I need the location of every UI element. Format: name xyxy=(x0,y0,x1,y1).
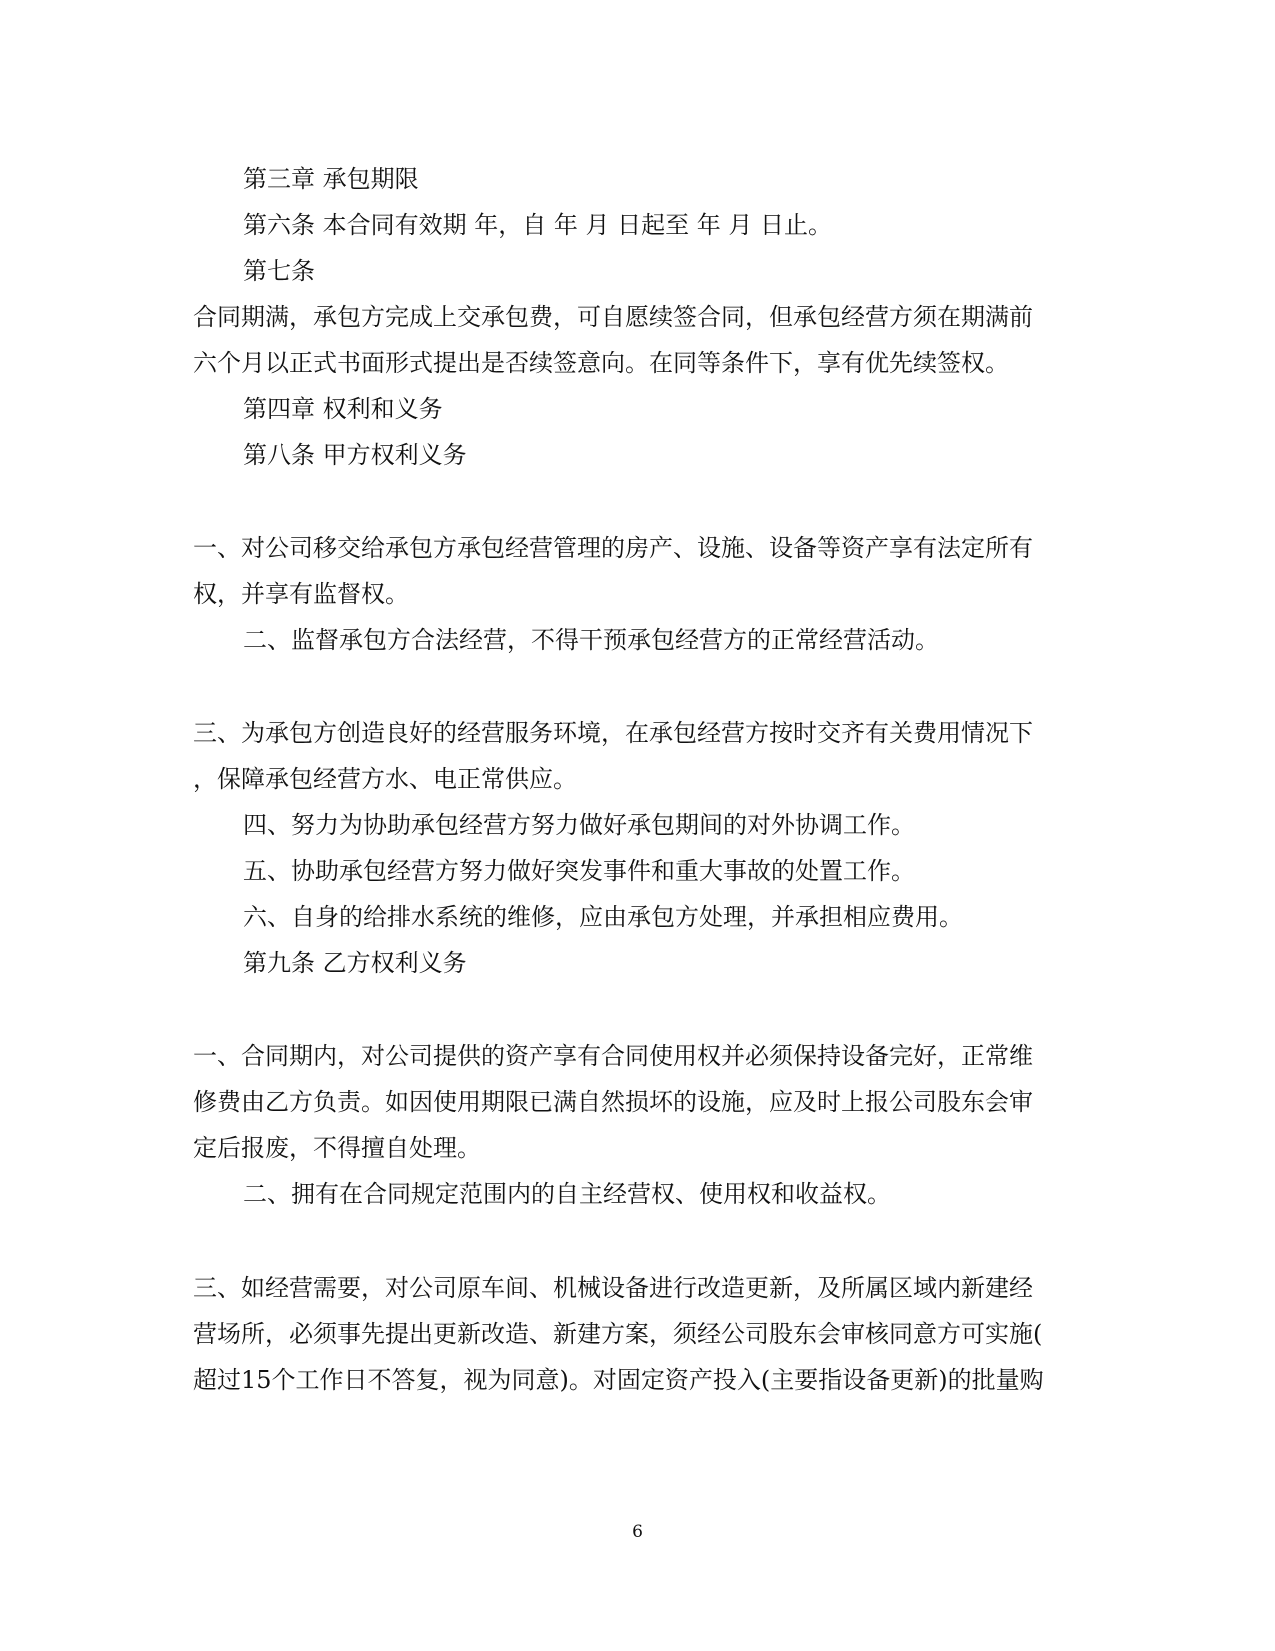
article-heading: 第八条 甲方权利义务 xyxy=(243,441,467,469)
paragraph-line: 合同期满，承包方完成上交承包费，可自愿续签合同，但承包经营方须在期满前 xyxy=(193,303,1033,331)
page-number: 6 xyxy=(632,1522,643,1542)
paragraph-line: 二、拥有在合同规定范围内的自主经营权、使用权和收益权。 xyxy=(243,1180,891,1208)
paragraph-line: 四、努力为协助承包经营方努力做好承包期间的对外协调工作。 xyxy=(243,811,915,839)
paragraph-line: 一、合同期内，对公司提供的资产享有合同使用权并必须保持设备完好，正常维 xyxy=(193,1042,1033,1070)
paragraph-line: 定后报废，不得擅自处理。 xyxy=(193,1134,481,1162)
paragraph-line: 六、自身的给排水系统的维修，应由承包方处理，并承担相应费用。 xyxy=(243,903,963,931)
paragraph-line: 三、如经营需要，对公司原车间、机械设备进行改造更新，及所属区域内新建经 xyxy=(193,1274,1033,1302)
paragraph-line: 修费由乙方负责。如因使用期限已满自然损坏的设施，应及时上报公司股东会审 xyxy=(193,1088,1033,1116)
paragraph-line: 权，并享有监督权。 xyxy=(193,580,409,608)
paragraph-line: 超过15个工作日不答复，视为同意)。对固定资产投入(主要指设备更新)的批量购 xyxy=(193,1366,1044,1394)
paragraph-line: 二、监督承包方合法经营，不得干预承包经营方的正常经营活动。 xyxy=(243,626,939,654)
paragraph-line: 一、对公司移交给承包方承包经营管理的房产、设施、设备等资产享有法定所有 xyxy=(193,534,1033,562)
article-heading: 第九条 乙方权利义务 xyxy=(243,949,467,977)
article-paragraph: 第六条 本合同有效期 年，自 年 月 日起至 年 月 日止。 xyxy=(243,211,833,239)
paragraph-line: 营场所，必须事先提出更新改造、新建方案，须经公司股东会审核同意方可实施( xyxy=(193,1320,1043,1348)
paragraph-line: ，保障承包经营方水、电正常供应。 xyxy=(193,765,577,793)
paragraph-line: 五、协助承包经营方努力做好突发事件和重大事故的处置工作。 xyxy=(243,857,915,885)
paragraph-line: 六个月以正式书面形式提出是否续签意向。在同等条件下，享有优先续签权。 xyxy=(193,349,1009,377)
paragraph-line: 三、为承包方创造良好的经营服务环境，在承包经营方按时交齐有关费用情况下 xyxy=(193,719,1033,747)
article-heading: 第七条 xyxy=(243,257,315,285)
chapter-heading: 第四章 权利和义务 xyxy=(243,395,443,423)
chapter-heading: 第三章 承包期限 xyxy=(243,165,419,193)
